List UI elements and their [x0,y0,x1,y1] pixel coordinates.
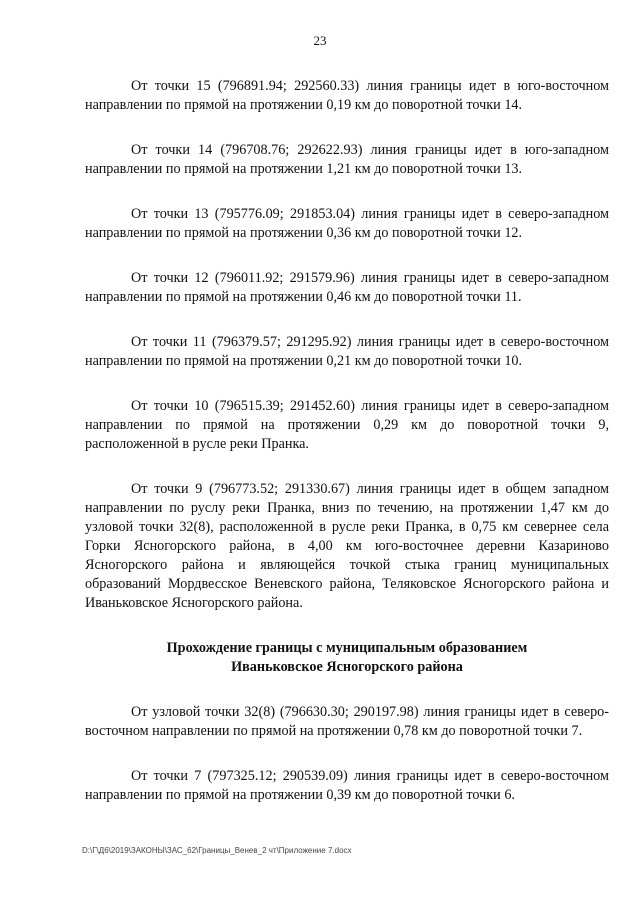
boundary-paragraph: От точки 9 (796773.52; 291330.67) линия границы идет в общем западном направлении по руслу реки Пранка, вниз по течению, на протяжении 1,47 км до узловой точки 32(8), расположенной в русле реки Пранка, в 0,75 км севернее села Горки Ясногорского района, в 4,00 км юго-восточнее деревни Казариново Ясногорского района и являющейся точкой стыка границ муниципальных образований Мордвесское Веневского района, Теляковское Ясногорского района и Иваньковское Ясногорского района. [85,481,609,611]
boundary-paragraph: От точки 10 (796515.39; 291452.60) линия границы идет в северо-западном направлении по прямой на протяжении 0,29 км до поворотной точки 9, расположенной в русле реки Пранка. [85,398,609,452]
boundary-paragraph: От узловой точки 32(8) (796630.30; 290197.98) линия границы идет в северо-восточном направлении по прямой на протяжении 0,78 км до поворотной точки 7. [85,704,609,739]
page-number: 23 [313,33,327,48]
section-heading-line-1: Прохождение границы с муниципальным образованием [166,640,528,656]
boundary-paragraph: От точки 15 (796891.94; 292560.33) линия границы идет в юго-восточном направлении по прямой на протяжении 0,19 км до поворотной точки 14. [85,78,609,113]
boundary-paragraph: От точки 11 (796379.57; 291295.92) линия границы идет в северо-восточном направлении по прямой на протяжении 0,21 км до поворотной точки 10. [85,334,609,369]
boundary-paragraph: От точки 12 (796011.92; 291579.96) линия границы идет в северо-западном направлении по прямой на протяжении 0,46 км до поворотной точки 11. [85,270,609,305]
document-body [85,77,609,831]
file-path-footer: D:\Г\Д6\2019\ЗАКОНЫ\ЗАС_62\Границы_Венев_2 чт\Приложение 7.docx [82,846,352,855]
boundary-paragraph: От точки 13 (795776.09; 291853.04) линия границы идет в северо-западном направлении по прямой на протяжении 0,36 км до поворотной точки 12. [85,206,609,241]
boundary-paragraph: От точки 7 (797325.12; 290539.09) линия границы идет в северо-восточном направлении по прямой на протяжении 0,39 км до поворотной точки 6. [85,768,609,803]
section-heading [85,639,609,677]
section-heading-line-2: Иваньковское Ясногорского района [231,659,463,675]
boundary-paragraph: От точки 14 (796708.76; 292622.93) линия границы идет в юго-западном направлении по прямой на протяжении 1,21 км до поворотной точки 13. [85,142,609,177]
